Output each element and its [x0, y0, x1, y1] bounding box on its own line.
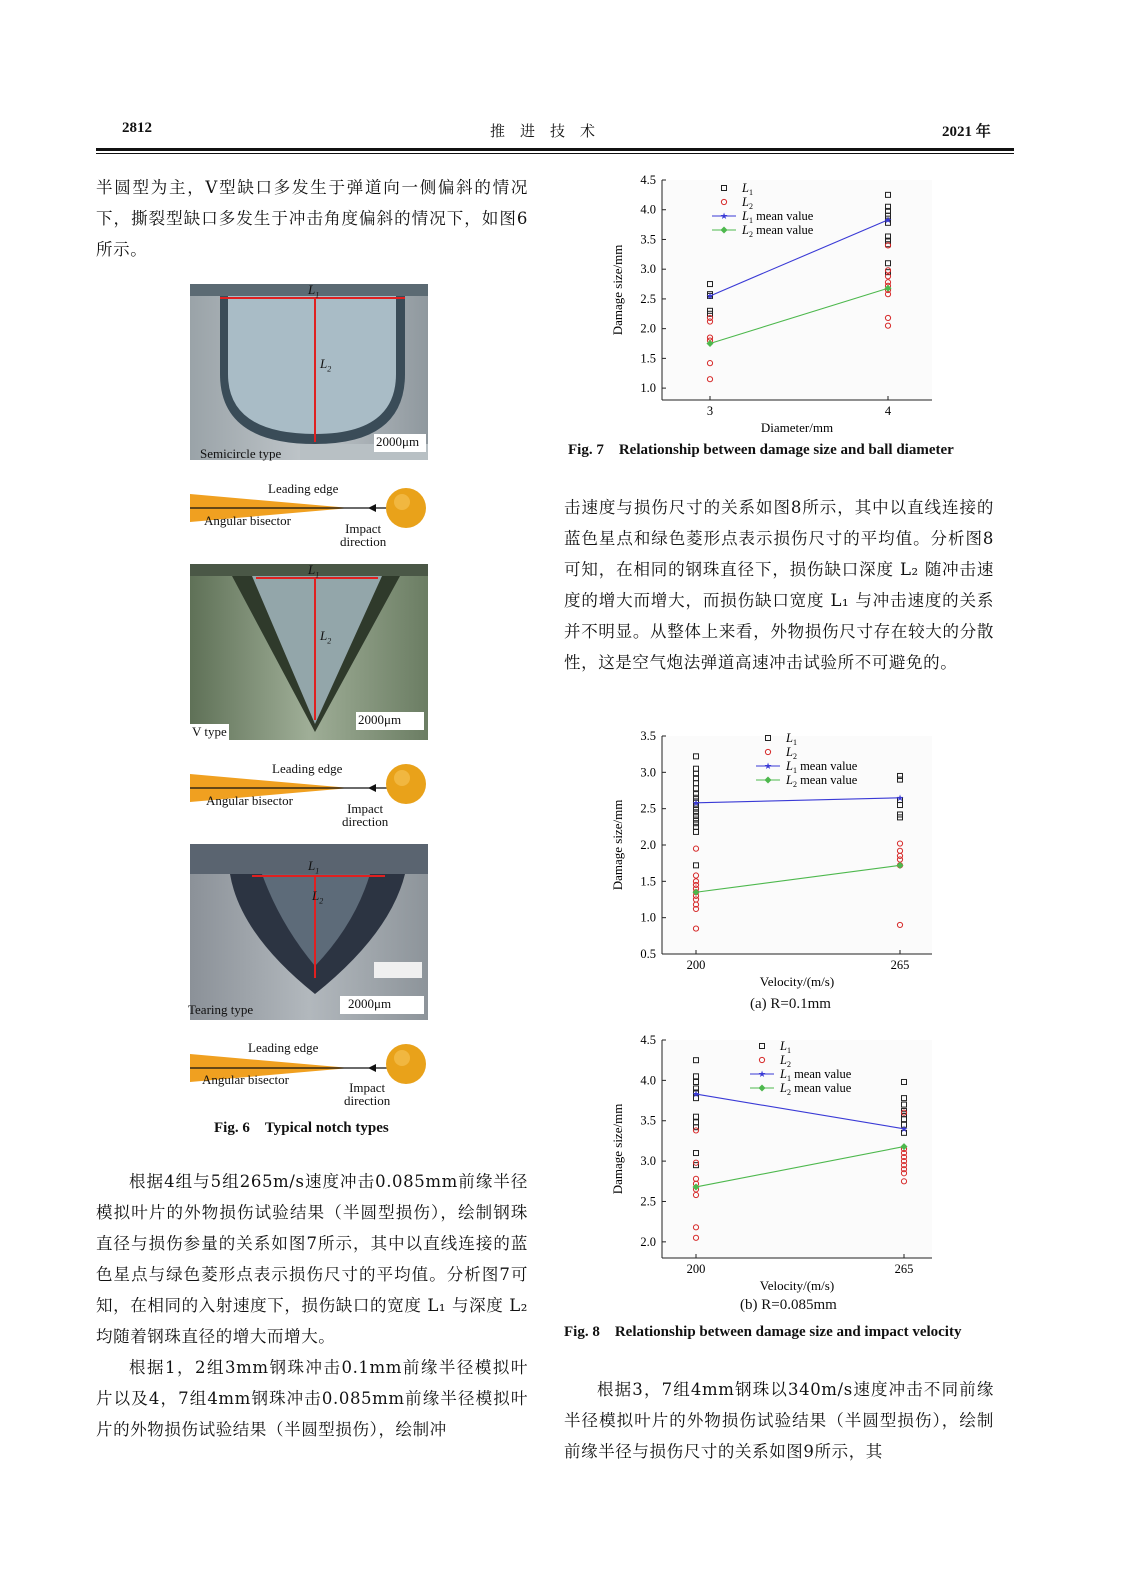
x-tick-label: 265 — [894, 1262, 914, 1276]
figure-6 — [180, 284, 450, 1124]
legend-label: $L_2$ mean value — [780, 1081, 852, 1097]
y-tick-label: 4.5 — [640, 173, 656, 187]
data-point: ★ — [899, 1123, 909, 1134]
y-tick-label: 3.0 — [640, 765, 656, 780]
legend-marker: ★ — [719, 211, 729, 221]
l2-sub: 2 — [327, 636, 332, 646]
l2-text: L — [320, 628, 328, 643]
y-tick-label: 0.5 — [640, 947, 656, 961]
page-number: 2812 — [122, 120, 152, 136]
header-rule-thin — [96, 153, 1014, 154]
legend-label: $L_1$ — [742, 181, 753, 197]
y-tick-label: 1.0 — [640, 381, 656, 396]
micrograph-semicircle — [190, 284, 428, 460]
data-point: ★ — [691, 797, 701, 808]
legend-label: $L_2$ mean value — [786, 773, 858, 789]
legend-marker: ★ — [763, 761, 773, 771]
l1-label — [308, 564, 319, 580]
l1-sub: 1 — [315, 290, 320, 300]
scale-bar-label: 2000μm — [376, 434, 420, 449]
legend-label: $L_1$ — [786, 731, 797, 747]
x-tick-label: 3 — [706, 404, 714, 418]
x-tick-label: 200 — [686, 958, 706, 972]
l2-label — [320, 628, 331, 646]
fig8a-chart — [600, 724, 960, 994]
y-tick-label: 1.5 — [640, 874, 656, 889]
l1-text: L — [308, 858, 316, 873]
legend-label: $L_1$ mean value — [786, 759, 858, 775]
y-tick-label: 3.0 — [640, 262, 656, 277]
data-point: ★ — [705, 290, 715, 301]
l2-sub: 2 — [327, 364, 332, 374]
l2-label — [320, 356, 331, 374]
l1-sub: 1 — [315, 570, 320, 580]
legend-marker: ★ — [757, 1069, 767, 1079]
journal-title: 推 进 技 术 — [490, 124, 596, 140]
angular-bisector-label: Angular bisector — [204, 513, 292, 528]
l2-text: L — [320, 356, 328, 371]
legend-label: $L_2$ — [786, 745, 797, 761]
leading-edge-label: Leading edge — [268, 481, 339, 496]
y-tick-label: 2.0 — [640, 838, 656, 852]
fig6-caption: Fig. 6 Typical notch types — [214, 1120, 389, 1136]
y-tick-label: 4.5 — [640, 1033, 656, 1047]
left-paragraph-2: 根据1，2组3mm钢珠冲击0.1mm前缘半径模拟叶片以及4，7组4mm钢珠冲击0.085mm前缘半径模拟叶片的外物损伤试验结果（半圆型损伤），绘制冲 — [96, 1358, 528, 1439]
impact-line2: direction — [342, 814, 389, 829]
micrograph-tearing-type — [190, 844, 428, 1020]
y-tick-label: 3.5 — [640, 729, 656, 743]
right-paragraph-2-block — [564, 1374, 994, 1467]
fig8-caption: Fig. 8 Relationship between damage size and impact velocity — [564, 1324, 962, 1340]
notch-type-label: Tearing type — [188, 1002, 254, 1017]
right-paragraph-1-block — [564, 492, 994, 678]
fig7-caption: Fig. 7 Relationship between damage size and ball diameter — [568, 442, 954, 458]
legend-label: $L_2$ — [742, 195, 753, 211]
impact-line1: Impact — [347, 801, 384, 816]
y-tick-label: 2.0 — [640, 1234, 656, 1249]
l2-text: L — [312, 888, 320, 903]
y-axis-label: Damage size/mm — [610, 799, 625, 891]
y-tick-label: 1.5 — [640, 351, 656, 366]
y-tick-label: 4.0 — [640, 1073, 656, 1088]
year-label: 2021 年 — [942, 124, 991, 140]
leading-edge-label: Leading edge — [248, 1040, 319, 1055]
fig8b-subtitle: (b) R=0.085mm — [740, 1297, 837, 1313]
y-axis-label: Damage size/mm — [610, 244, 625, 336]
l1-text: L — [308, 284, 316, 297]
y-tick-label: 4.0 — [640, 202, 656, 217]
y-tick-label: 3.0 — [640, 1154, 656, 1169]
notch-type-label: V type — [192, 724, 227, 739]
fig8a-subtitle: (a) R=0.1mm — [750, 996, 831, 1012]
angular-bisector-label: Angular bisector — [202, 1072, 290, 1087]
left-paragraph-1: 根据4组与5组265m/s速度冲击0.085mm前缘半径模拟叶片的外物损伤试验结果（半圆型损伤），绘制钢珠直径与损伤参量的关系如图7所示，其中以直线连接的蓝色星点与绿色菱形点表示损伤尺寸的平均值。分析图7可知，在相同的入射速度下，损伤缺口的宽度 L₁ 与深度 L₂ 均随着钢珠直径的增大而增大。 — [96, 1172, 528, 1346]
x-tick-label: 200 — [686, 1262, 706, 1276]
legend-label: $L_1$ mean value — [742, 209, 814, 225]
right-paragraph-1: 击速度与损伤尺寸的关系如图8所示，其中以直线连接的蓝色星点和绿色菱形点表示损伤尺寸的平均值。分析图8可知，在相同的钢珠直径下，损伤缺口深度 L₂ 随冲击速度的增大而增大，而损伤缺口宽度 L₁ 与冲击速度的关系并不明显。从整体上来看，外物损伤尺寸存在较大的分散性，这是空气炮法弹道高速冲击试验所不可避免的。 — [564, 498, 994, 672]
y-tick-label: 2.5 — [640, 1194, 656, 1209]
micrograph-v-type — [190, 564, 428, 740]
data-point: ★ — [691, 1089, 701, 1100]
impact-line2: direction — [340, 534, 387, 549]
angular-bisector-label: Angular bisector — [206, 793, 294, 808]
legend-label: $L_2$ — [780, 1053, 791, 1069]
x-axis-label: Velocity/(m/s) — [759, 1278, 835, 1293]
leading-edge-label: Leading edge — [272, 761, 343, 776]
header-rule-thick — [96, 148, 1014, 151]
l1-label — [308, 284, 319, 300]
x-axis-label: Diameter/mm — [760, 420, 834, 435]
impact-direction-label — [344, 1081, 390, 1107]
scale-bar-label: 2000μm — [358, 712, 402, 727]
x-tick-label: 265 — [890, 958, 910, 972]
legend-label: $L_1$ — [780, 1039, 791, 1055]
notch-type-label: Semicircle type — [200, 446, 282, 461]
y-axis-label: Damage size/mm — [610, 1103, 625, 1195]
y-tick-label: 3.5 — [640, 232, 656, 247]
scale-bar-label: 2000μm — [348, 996, 392, 1011]
l1-label — [308, 858, 319, 876]
impact-line1: Impact — [349, 1080, 386, 1095]
y-tick-label: 2.5 — [640, 801, 656, 816]
impact-direction-label — [340, 522, 386, 548]
l1-sub: 1 — [315, 866, 320, 876]
l1-text: L — [308, 564, 316, 577]
y-tick-label: 2.5 — [640, 291, 656, 306]
intro-paragraph — [96, 172, 528, 265]
data-point: ★ — [895, 792, 905, 803]
fig7-chart — [562, 168, 1002, 438]
right-paragraph-2: 根据3，7组4mm钢珠以340m/s速度冲击不同前缘半径模拟叶片的外物损伤试验结果（半圆型损伤），绘制前缘半径与损伤尺寸的关系如图9所示，其 — [564, 1380, 994, 1461]
y-tick-label: 1.0 — [640, 910, 656, 925]
data-point: ★ — [883, 214, 893, 225]
x-axis-label: Velocity/(m/s) — [759, 974, 835, 989]
intro-text: 半圆型为主，V型缺口多发生于弹道向一侧偏斜的情况下，撕裂型缺口多发生于冲击角度偏斜的情况下，如图6所示。 — [96, 178, 528, 259]
y-tick-label: 3.5 — [640, 1113, 656, 1128]
impact-direction-label — [342, 802, 388, 828]
l2-sub: 2 — [319, 896, 324, 906]
legend-label: $L_2$ mean value — [742, 223, 814, 239]
l2-label — [312, 888, 323, 906]
x-tick-label: 4 — [884, 404, 892, 418]
impact-line1: Impact — [345, 521, 382, 536]
left-lower-text — [96, 1166, 528, 1445]
impact-line2: direction — [344, 1093, 391, 1108]
legend-label: $L_1$ mean value — [780, 1067, 852, 1083]
fig8b-chart — [600, 1030, 960, 1300]
y-tick-label: 2.0 — [640, 321, 656, 336]
